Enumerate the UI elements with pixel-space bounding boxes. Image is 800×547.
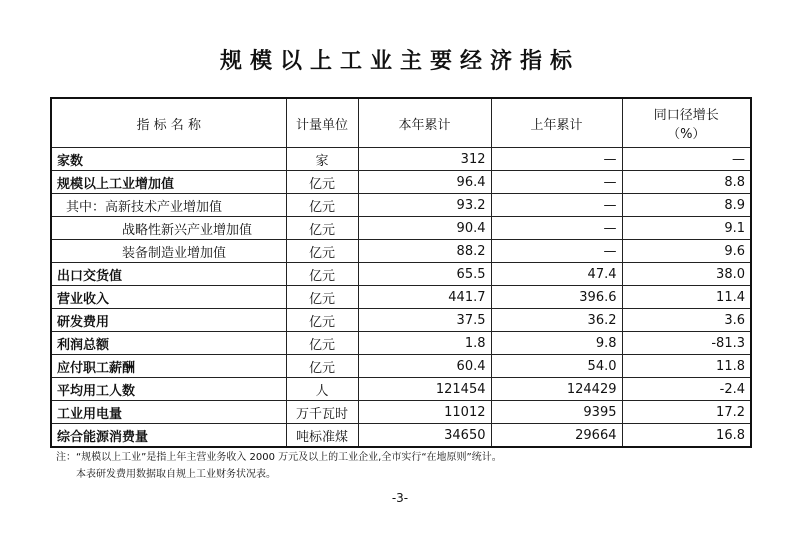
cell-cur: 93.2	[358, 194, 491, 217]
table-row	[51, 401, 751, 424]
cell-name: 战略性新兴产业增加值	[51, 217, 286, 240]
header-growth-unit: （%）	[667, 127, 706, 142]
cell-unit: 亿元	[286, 263, 358, 286]
cell-name: 家数	[51, 148, 286, 171]
cell-unit: 亿元	[286, 332, 358, 355]
cell-growth: -2.4	[622, 378, 751, 401]
indicators-table	[50, 97, 752, 448]
header-name: 指 标 名 称	[51, 98, 286, 148]
table-row	[51, 355, 751, 378]
cell-cur: 37.5	[358, 309, 491, 332]
table-row	[51, 194, 751, 217]
cell-name: 营业收入	[51, 286, 286, 309]
cell-prev: 9395	[491, 401, 622, 424]
note-line: 本表研发费用数据取自规上工业财务状况表。	[76, 469, 276, 480]
cell-unit: 亿元	[286, 286, 358, 309]
cell-cur: 312	[358, 148, 491, 171]
cell-prev: —	[491, 217, 622, 240]
page-title: 规模以上工业主要经济指标	[219, 49, 580, 74]
cell-unit: 亿元	[286, 355, 358, 378]
cell-name: 规模以上工业增加值	[51, 171, 286, 194]
table-row	[51, 240, 751, 263]
table-row	[51, 309, 751, 332]
cell-prev: 9.8	[491, 332, 622, 355]
cell-unit: 亿元	[286, 240, 358, 263]
cell-name: 工业用电量	[51, 401, 286, 424]
cell-prev: 396.6	[491, 286, 622, 309]
cell-unit: 万千瓦时	[286, 401, 358, 424]
cell-unit: 亿元	[286, 217, 358, 240]
cell-name: 平均用工人数	[51, 378, 286, 401]
cell-growth: 17.2	[622, 401, 751, 424]
header-current: 本年累计	[358, 98, 491, 148]
cell-prev: —	[491, 240, 622, 263]
cell-unit: 亿元	[286, 309, 358, 332]
cell-name: 应付职工薪酬	[51, 355, 286, 378]
table-row	[51, 217, 751, 240]
cell-prev: —	[491, 194, 622, 217]
table-row	[51, 171, 751, 194]
cell-growth: 11.4	[622, 286, 751, 309]
cell-growth: 8.9	[622, 194, 751, 217]
cell-prev: 124429	[491, 378, 622, 401]
cell-name: 出口交货值	[51, 263, 286, 286]
cell-cur: 96.4	[358, 171, 491, 194]
cell-cur: 11012	[358, 401, 491, 424]
cell-unit: 人	[286, 378, 358, 401]
cell-growth: 38.0	[622, 263, 751, 286]
cell-unit: 家	[286, 148, 358, 171]
cell-growth: 8.8	[622, 171, 751, 194]
table-row	[51, 378, 751, 401]
cell-cur: 60.4	[358, 355, 491, 378]
cell-growth: 16.8	[622, 424, 751, 448]
cell-name: 利润总额	[51, 332, 286, 355]
cell-growth: 3.6	[622, 309, 751, 332]
cell-growth: 11.8	[622, 355, 751, 378]
cell-name: 装备制造业增加值	[51, 240, 286, 263]
cell-cur: 121454	[358, 378, 491, 401]
cell-name: 研发费用	[51, 309, 286, 332]
table-row	[51, 148, 751, 171]
cell-unit: 亿元	[286, 171, 358, 194]
table-row	[51, 286, 751, 309]
table-row	[51, 424, 751, 448]
cell-cur: 90.4	[358, 217, 491, 240]
cell-prev: —	[491, 148, 622, 171]
cell-unit: 吨标准煤	[286, 424, 358, 448]
cell-cur: 34650	[358, 424, 491, 448]
cell-name: 其中：高新技术产业增加值	[51, 194, 286, 217]
note-line: 注：“规模以上工业”是指上年主营业务收入 2000 万元及以上的工业企业,全市实行“在地原则”统计。	[56, 452, 502, 463]
cell-unit: 亿元	[286, 194, 358, 217]
cell-cur: 65.5	[358, 263, 491, 286]
header-growth	[622, 98, 751, 148]
table-header-row	[51, 98, 751, 148]
header-previous: 上年累计	[491, 98, 622, 148]
cell-growth: -81.3	[622, 332, 751, 355]
cell-name: 综合能源消费量	[51, 424, 286, 448]
table-row	[51, 332, 751, 355]
header-unit: 计量单位	[286, 98, 358, 148]
cell-growth: 9.1	[622, 217, 751, 240]
cell-prev: 29664	[491, 424, 622, 448]
cell-prev: —	[491, 171, 622, 194]
header-growth-label: 同口径增长	[653, 108, 719, 123]
page-number: -3-	[391, 491, 409, 505]
cell-prev: 47.4	[491, 263, 622, 286]
cell-cur: 1.8	[358, 332, 491, 355]
notes	[56, 449, 502, 483]
table-row	[51, 263, 751, 286]
cell-growth: —	[622, 148, 751, 171]
cell-cur: 88.2	[358, 240, 491, 263]
cell-prev: 54.0	[491, 355, 622, 378]
cell-growth: 9.6	[622, 240, 751, 263]
cell-prev: 36.2	[491, 309, 622, 332]
cell-cur: 441.7	[358, 286, 491, 309]
